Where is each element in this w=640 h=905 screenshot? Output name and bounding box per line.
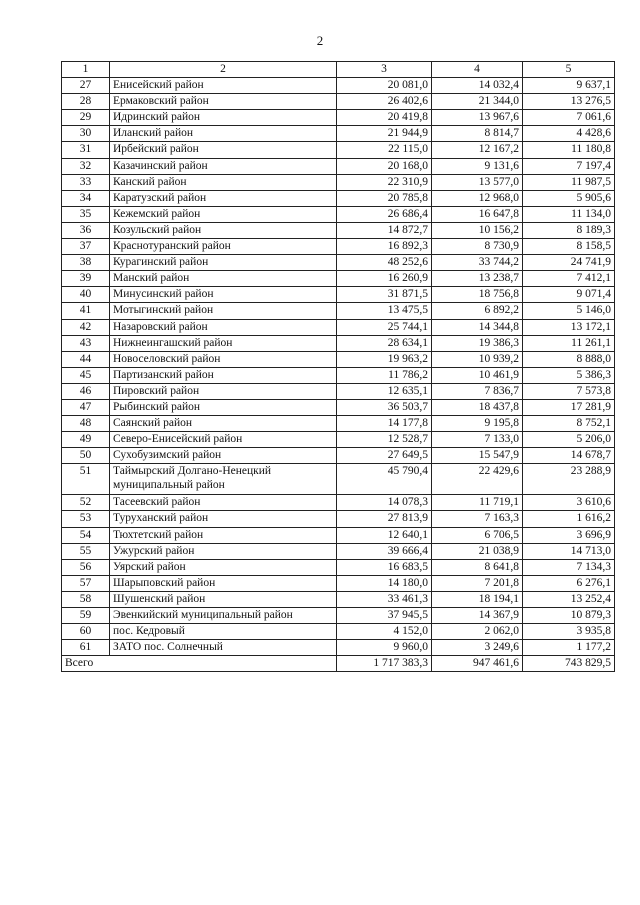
value-col-3: 22 310,9 bbox=[337, 174, 432, 190]
value-col-4: 7 163,3 bbox=[432, 511, 523, 527]
table-row bbox=[62, 94, 615, 110]
table-row bbox=[62, 142, 615, 158]
table-row bbox=[62, 448, 615, 464]
row-number: 51 bbox=[62, 464, 110, 495]
table-row bbox=[62, 624, 615, 640]
value-col-4: 13 238,7 bbox=[432, 271, 523, 287]
row-number: 52 bbox=[62, 495, 110, 511]
table-row bbox=[62, 222, 615, 238]
district-name: Новоселовский район bbox=[110, 351, 337, 367]
row-number: 60 bbox=[62, 624, 110, 640]
table-row bbox=[62, 110, 615, 126]
value-col-3: 27 649,5 bbox=[337, 448, 432, 464]
district-name: Каратузский район bbox=[110, 190, 337, 206]
page-number: 2 bbox=[316, 33, 324, 48]
column-header-1: 1 bbox=[62, 62, 110, 78]
row-number: 44 bbox=[62, 351, 110, 367]
value-col-5: 11 134,0 bbox=[523, 206, 615, 222]
table-row bbox=[62, 575, 615, 591]
value-col-5: 24 741,9 bbox=[523, 255, 615, 271]
row-number: 40 bbox=[62, 287, 110, 303]
row-number: 53 bbox=[62, 511, 110, 527]
header-row bbox=[62, 62, 615, 78]
value-col-5: 13 252,4 bbox=[523, 591, 615, 607]
value-col-5: 7 573,8 bbox=[523, 383, 615, 399]
column-header-3: 3 bbox=[337, 62, 432, 78]
row-number: 28 bbox=[62, 94, 110, 110]
district-name: Шарыповский район bbox=[110, 575, 337, 591]
district-name: Казачинский район bbox=[110, 158, 337, 174]
row-number: 54 bbox=[62, 527, 110, 543]
value-col-5: 5 905,6 bbox=[523, 190, 615, 206]
table-row bbox=[62, 303, 615, 319]
value-col-5: 1 177,2 bbox=[523, 640, 615, 656]
district-name: Эвенкийский муниципальный район bbox=[110, 608, 337, 624]
district-name: Кежемский район bbox=[110, 206, 337, 222]
value-col-3: 39 666,4 bbox=[337, 543, 432, 559]
value-col-5: 17 281,9 bbox=[523, 399, 615, 415]
value-col-3: 21 944,9 bbox=[337, 126, 432, 142]
value-col-4: 6 706,5 bbox=[432, 527, 523, 543]
district-name: Саянский район bbox=[110, 416, 337, 432]
table-row bbox=[62, 640, 615, 656]
column-header-2: 2 bbox=[110, 62, 337, 78]
row-number: 36 bbox=[62, 222, 110, 238]
value-col-4: 18 194,1 bbox=[432, 591, 523, 607]
value-col-4: 15 547,9 bbox=[432, 448, 523, 464]
row-number: 47 bbox=[62, 399, 110, 415]
value-col-4: 6 892,2 bbox=[432, 303, 523, 319]
district-name: Назаровский район bbox=[110, 319, 337, 335]
value-col-5: 11 987,5 bbox=[523, 174, 615, 190]
value-col-3: 27 813,9 bbox=[337, 511, 432, 527]
value-col-3: 26 686,4 bbox=[337, 206, 432, 222]
row-number: 56 bbox=[62, 559, 110, 575]
value-col-4: 14 344,8 bbox=[432, 319, 523, 335]
row-number: 29 bbox=[62, 110, 110, 126]
table-row bbox=[62, 78, 615, 94]
value-col-3: 12 635,1 bbox=[337, 383, 432, 399]
value-col-4: 33 744,2 bbox=[432, 255, 523, 271]
value-col-3: 12 640,1 bbox=[337, 527, 432, 543]
table-row bbox=[62, 559, 615, 575]
value-col-5: 3 696,9 bbox=[523, 527, 615, 543]
row-number: 35 bbox=[62, 206, 110, 222]
table-row bbox=[62, 367, 615, 383]
table-row bbox=[62, 206, 615, 222]
total-label: Всего bbox=[62, 656, 337, 672]
value-col-5: 6 276,1 bbox=[523, 575, 615, 591]
district-name: Тюхтетский район bbox=[110, 527, 337, 543]
district-name: Мотыгинский район bbox=[110, 303, 337, 319]
table-row bbox=[62, 239, 615, 255]
value-col-5: 9 637,1 bbox=[523, 78, 615, 94]
value-col-3: 19 963,2 bbox=[337, 351, 432, 367]
row-number: 48 bbox=[62, 416, 110, 432]
value-col-5: 13 276,5 bbox=[523, 94, 615, 110]
district-name: Курагинский район bbox=[110, 255, 337, 271]
district-name: Рыбинский район bbox=[110, 399, 337, 415]
row-number: 45 bbox=[62, 367, 110, 383]
table-row bbox=[62, 495, 615, 511]
value-col-3: 9 960,0 bbox=[337, 640, 432, 656]
value-col-4: 16 647,8 bbox=[432, 206, 523, 222]
value-col-5: 14 713,0 bbox=[523, 543, 615, 559]
row-number: 37 bbox=[62, 239, 110, 255]
value-col-3: 20 419,8 bbox=[337, 110, 432, 126]
district-name: Партизанский район bbox=[110, 367, 337, 383]
table-row bbox=[62, 543, 615, 559]
table-row bbox=[62, 190, 615, 206]
table-row bbox=[62, 287, 615, 303]
value-col-4: 11 719,1 bbox=[432, 495, 523, 511]
district-name: Таймырский Долгано-Ненецкий муниципальный район bbox=[110, 464, 337, 495]
district-name: Ирбейский район bbox=[110, 142, 337, 158]
value-col-3: 45 790,4 bbox=[337, 464, 432, 495]
value-col-5: 5 146,0 bbox=[523, 303, 615, 319]
value-col-4: 21 344,0 bbox=[432, 94, 523, 110]
total-col-3: 1 717 383,3 bbox=[337, 656, 432, 672]
row-number: 39 bbox=[62, 271, 110, 287]
value-col-5: 5 386,3 bbox=[523, 367, 615, 383]
value-col-4: 10 939,2 bbox=[432, 351, 523, 367]
total-row bbox=[62, 656, 615, 672]
value-col-4: 7 201,8 bbox=[432, 575, 523, 591]
table-row bbox=[62, 527, 615, 543]
value-col-4: 8 730,9 bbox=[432, 239, 523, 255]
value-col-3: 4 152,0 bbox=[337, 624, 432, 640]
value-col-3: 11 786,2 bbox=[337, 367, 432, 383]
value-col-3: 14 078,3 bbox=[337, 495, 432, 511]
row-number: 30 bbox=[62, 126, 110, 142]
value-col-4: 10 461,9 bbox=[432, 367, 523, 383]
district-name: Тасеевский район bbox=[110, 495, 337, 511]
district-name: Ужурский район bbox=[110, 543, 337, 559]
table-row bbox=[62, 608, 615, 624]
value-col-5: 8 752,1 bbox=[523, 416, 615, 432]
row-number: 61 bbox=[62, 640, 110, 656]
value-col-5: 3 610,6 bbox=[523, 495, 615, 511]
value-col-3: 26 402,6 bbox=[337, 94, 432, 110]
value-col-5: 7 412,1 bbox=[523, 271, 615, 287]
row-number: 33 bbox=[62, 174, 110, 190]
value-col-4: 8 814,7 bbox=[432, 126, 523, 142]
value-col-5: 7 061,6 bbox=[523, 110, 615, 126]
value-col-5: 7 197,4 bbox=[523, 158, 615, 174]
value-col-4: 14 367,9 bbox=[432, 608, 523, 624]
table-row bbox=[62, 158, 615, 174]
row-number: 57 bbox=[62, 575, 110, 591]
district-name: Пировский район bbox=[110, 383, 337, 399]
value-col-4: 7 836,7 bbox=[432, 383, 523, 399]
value-col-5: 7 134,3 bbox=[523, 559, 615, 575]
value-col-4: 13 967,6 bbox=[432, 110, 523, 126]
value-col-5: 8 158,5 bbox=[523, 239, 615, 255]
value-col-4: 21 038,9 bbox=[432, 543, 523, 559]
value-col-3: 16 260,9 bbox=[337, 271, 432, 287]
value-col-3: 28 634,1 bbox=[337, 335, 432, 351]
district-name: Уярский район bbox=[110, 559, 337, 575]
total-col-4: 947 461,6 bbox=[432, 656, 523, 672]
total-col-5: 743 829,5 bbox=[523, 656, 615, 672]
district-name: Козульский район bbox=[110, 222, 337, 238]
district-name: Минусинский район bbox=[110, 287, 337, 303]
value-col-4: 18 437,8 bbox=[432, 399, 523, 415]
district-name: пос. Кедровый bbox=[110, 624, 337, 640]
value-col-4: 9 195,8 bbox=[432, 416, 523, 432]
value-col-4: 22 429,6 bbox=[432, 464, 523, 495]
value-col-3: 16 683,5 bbox=[337, 559, 432, 575]
row-number: 46 bbox=[62, 383, 110, 399]
district-name: Шушенский район bbox=[110, 591, 337, 607]
table-row bbox=[62, 464, 615, 495]
value-col-3: 14 872,7 bbox=[337, 222, 432, 238]
value-col-5: 10 879,3 bbox=[523, 608, 615, 624]
value-col-4: 18 756,8 bbox=[432, 287, 523, 303]
district-name: Северо-Енисейский район bbox=[110, 432, 337, 448]
row-number: 55 bbox=[62, 543, 110, 559]
value-col-4: 3 249,6 bbox=[432, 640, 523, 656]
value-col-3: 13 475,5 bbox=[337, 303, 432, 319]
row-number: 42 bbox=[62, 319, 110, 335]
value-col-4: 14 032,4 bbox=[432, 78, 523, 94]
value-col-4: 10 156,2 bbox=[432, 222, 523, 238]
value-col-5: 3 935,8 bbox=[523, 624, 615, 640]
value-col-3: 22 115,0 bbox=[337, 142, 432, 158]
table-row bbox=[62, 416, 615, 432]
value-col-5: 5 206,0 bbox=[523, 432, 615, 448]
value-col-5: 23 288,9 bbox=[523, 464, 615, 495]
value-col-3: 36 503,7 bbox=[337, 399, 432, 415]
district-name: ЗАТО пос. Солнечный bbox=[110, 640, 337, 656]
value-col-5: 14 678,7 bbox=[523, 448, 615, 464]
table-row bbox=[62, 351, 615, 367]
column-header-4: 4 bbox=[432, 62, 523, 78]
district-name: Нижнеингашский район bbox=[110, 335, 337, 351]
table-body bbox=[62, 78, 615, 656]
row-number: 43 bbox=[62, 335, 110, 351]
value-col-5: 11 180,8 bbox=[523, 142, 615, 158]
value-col-3: 16 892,3 bbox=[337, 239, 432, 255]
row-number: 27 bbox=[62, 78, 110, 94]
district-name: Туруханский район bbox=[110, 511, 337, 527]
value-col-4: 8 641,8 bbox=[432, 559, 523, 575]
district-name: Манский район bbox=[110, 271, 337, 287]
table-row bbox=[62, 511, 615, 527]
value-col-4: 2 062,0 bbox=[432, 624, 523, 640]
district-name: Иланский район bbox=[110, 126, 337, 142]
value-col-3: 12 528,7 bbox=[337, 432, 432, 448]
table-row bbox=[62, 126, 615, 142]
value-col-3: 20 081,0 bbox=[337, 78, 432, 94]
row-number: 32 bbox=[62, 158, 110, 174]
table-row bbox=[62, 399, 615, 415]
value-col-5: 11 261,1 bbox=[523, 335, 615, 351]
value-col-3: 20 168,0 bbox=[337, 158, 432, 174]
value-col-4: 7 133,0 bbox=[432, 432, 523, 448]
value-col-3: 14 177,8 bbox=[337, 416, 432, 432]
district-name: Ермаковский район bbox=[110, 94, 337, 110]
row-number: 59 bbox=[62, 608, 110, 624]
value-col-3: 25 744,1 bbox=[337, 319, 432, 335]
row-number: 41 bbox=[62, 303, 110, 319]
row-number: 31 bbox=[62, 142, 110, 158]
value-col-3: 33 461,3 bbox=[337, 591, 432, 607]
value-col-5: 1 616,2 bbox=[523, 511, 615, 527]
value-col-5: 4 428,6 bbox=[523, 126, 615, 142]
value-col-4: 9 131,6 bbox=[432, 158, 523, 174]
row-number: 49 bbox=[62, 432, 110, 448]
value-col-5: 8 888,0 bbox=[523, 351, 615, 367]
value-col-4: 19 386,3 bbox=[432, 335, 523, 351]
table-row bbox=[62, 591, 615, 607]
value-col-3: 31 871,5 bbox=[337, 287, 432, 303]
row-number: 34 bbox=[62, 190, 110, 206]
value-col-3: 20 785,8 bbox=[337, 190, 432, 206]
value-col-5: 9 071,4 bbox=[523, 287, 615, 303]
district-name: Енисейский район bbox=[110, 78, 337, 94]
value-col-3: 48 252,6 bbox=[337, 255, 432, 271]
value-col-3: 37 945,5 bbox=[337, 608, 432, 624]
row-number: 38 bbox=[62, 255, 110, 271]
table-row bbox=[62, 174, 615, 190]
value-col-5: 8 189,3 bbox=[523, 222, 615, 238]
value-col-5: 13 172,1 bbox=[523, 319, 615, 335]
district-name: Канский район bbox=[110, 174, 337, 190]
table-row bbox=[62, 255, 615, 271]
table-row bbox=[62, 335, 615, 351]
row-number: 58 bbox=[62, 591, 110, 607]
column-header-5: 5 bbox=[523, 62, 615, 78]
table-row bbox=[62, 432, 615, 448]
district-name: Сухобузимский район bbox=[110, 448, 337, 464]
value-col-4: 13 577,0 bbox=[432, 174, 523, 190]
table-row bbox=[62, 319, 615, 335]
value-col-3: 14 180,0 bbox=[337, 575, 432, 591]
table-row bbox=[62, 383, 615, 399]
table-row bbox=[62, 271, 615, 287]
district-name: Идринский район bbox=[110, 110, 337, 126]
value-col-4: 12 968,0 bbox=[432, 190, 523, 206]
district-name: Краснотуранский район bbox=[110, 239, 337, 255]
data-table bbox=[61, 61, 615, 672]
row-number: 50 bbox=[62, 448, 110, 464]
value-col-4: 12 167,2 bbox=[432, 142, 523, 158]
